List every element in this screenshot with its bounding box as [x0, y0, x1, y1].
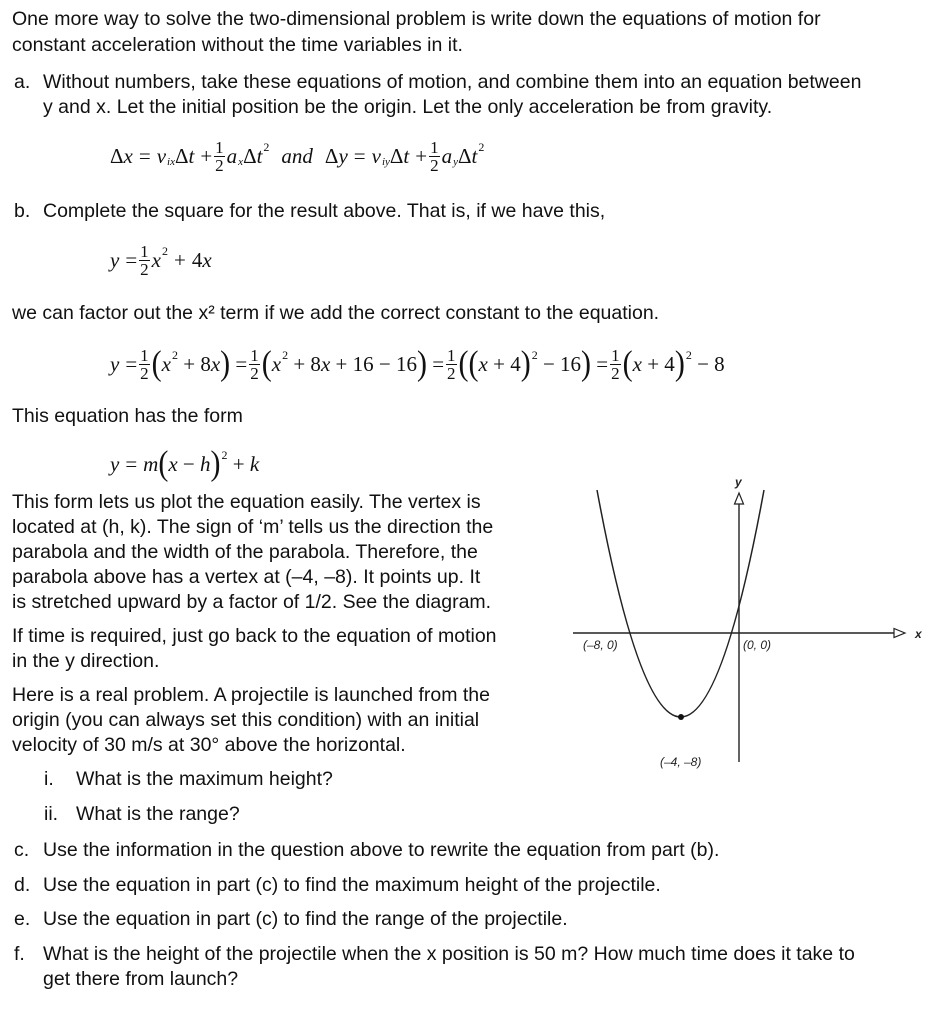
part-d-text: Use the equation in part (c) to find the maximum height of the projectile.: [43, 874, 661, 896]
time-paragraph-line-1: If time is required, just go back to the equation of motion: [12, 625, 497, 647]
example-quadratic: y = $\frac{1}{2}$ x 2 + 4 x: [110, 241, 212, 279]
completing-square-equation: y = $\frac{1}{2}$ ( x 2 + 8 x ) = $\frac{1}{2}$ ( x 2 + 8 x + 16 − 16 ) = $\frac{1}{2}$ (( x + 4 ) 2 − 16 ) = $\frac{1}{2}$ ( x + 4 ) 2 − 8: [110, 344, 725, 383]
part-a-line-2: y and x. Let the initial position be the origin. Let the only acceleration be from gravity.: [43, 96, 773, 118]
part-b-line: Complete the square for the result above. That is, if we have this,: [43, 200, 606, 222]
problem-paragraph-line-3: velocity of 30 m/s at 30° above the horizontal.: [12, 734, 406, 756]
sub-question-ii-text: What is the range?: [76, 803, 240, 825]
factor-line: we can factor out the x² term if we add the correct constant to the equation.: [12, 302, 660, 324]
point-left-label: (–8, 0): [583, 638, 618, 652]
part-a-label: a.: [14, 71, 31, 93]
problem-paragraph-line-2: origin (you can always set this condition) with an initial: [12, 709, 480, 731]
intro-line-1: One more way to solve the two-dimensional problem is write down the equations of motion for: [12, 8, 821, 30]
form-paragraph-line-4: parabola above has a vertex at (–4, –8). It points up. It: [12, 566, 481, 588]
x-axis-label: x: [915, 627, 922, 641]
part-e-label: e.: [14, 908, 31, 930]
vertex-label: (–4, –8): [660, 755, 702, 769]
vertex-form-equation: y = m ( x − h ) 2 + k: [110, 444, 260, 483]
vertex-point: [678, 714, 684, 720]
form-paragraph-line-2: located at (h, k). The sign of ‘m’ tells us the direction the: [12, 516, 494, 538]
part-f-line-1: What is the height of the projectile when the x position is 50 m? How much time does it take to: [43, 943, 855, 965]
form-paragraph-line-5: is stretched upward by a factor of 1/2. See the diagram.: [12, 591, 492, 613]
time-paragraph-line-2: in the y direction.: [12, 650, 160, 672]
sub-question-ii-label: ii.: [44, 803, 59, 825]
part-f-label: f.: [14, 943, 25, 965]
sub-question-i-text: What is the maximum height?: [76, 768, 333, 790]
equations-of-motion: Δ x = v ix Δ t + $\frac{1}{2}$ a x Δ t 2 and Δ y = v iy Δ t + $\frac{1}{2}$ a y Δ t 2: [110, 137, 485, 175]
x-axis-arrow-icon: [894, 629, 905, 638]
part-f-line-2: get there from launch?: [43, 968, 239, 990]
part-d-label: d.: [14, 874, 31, 896]
sub-question-i-label: i.: [44, 768, 54, 790]
part-a-line-1: Without numbers, take these equations of motion, and combine them into an equation between: [43, 71, 862, 93]
form-paragraph-line-1: This form lets us plot the equation easily. The vertex is: [12, 491, 481, 513]
and-word: and: [281, 143, 313, 168]
form-line: This equation has the form: [12, 405, 243, 427]
parabola-diagram: [565, 470, 940, 780]
intro-line-2: constant acceleration without the time variables in it.: [12, 34, 463, 56]
problem-paragraph-line-1: Here is a real problem. A projectile is launched from the: [12, 684, 490, 706]
y-axis-label: y: [735, 475, 742, 489]
y-axis-arrow-icon: [735, 493, 744, 504]
part-e-text: Use the equation in part (c) to find the range of the projectile.: [43, 908, 568, 930]
part-b-label: b.: [14, 200, 31, 222]
part-c-label: c.: [14, 839, 30, 861]
part-c-text: Use the information in the question above to rewrite the equation from part (b).: [43, 839, 720, 861]
point-origin-label: (0, 0): [743, 638, 772, 652]
form-paragraph-line-3: parabola and the width of the parabola. Therefore, the: [12, 541, 478, 563]
